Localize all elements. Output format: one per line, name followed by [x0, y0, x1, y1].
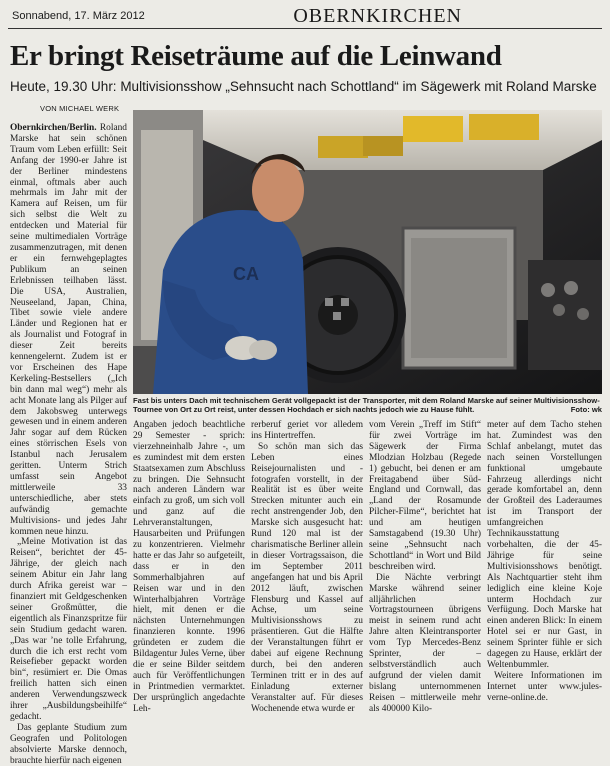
- paragraph: So schön man sich das Leben eines Reisejournalisten und -fotografen vorstellt, in der Realität ist es über weite Strecken mitunter auch ein recht anstrengender Job, den Marske sich ausgesucht hat: Rund 120 mal ist der charismatische Berliner allein in dieser Vortragssaison, die im September 2011 angefangen hat und bis April 2012 läuft, zwischen Flensburg und Kassel auf Achse, um seine Multivisionsshows zu präsentieren. Gut die Hälfte der Veranstaltungen führt er dabei auf eigene Rechnung durch, bei den anderen Terminen tritt er in des auf Einladung externer Veranstalter auf. Für dieses Wochenende etwa wurde er: [251, 441, 363, 714]
- article-column-2: [133, 420, 245, 714]
- paragraph: Das geplante Studium zum Geografen und Politologen absolvierte Marske dennoch, brauchte hierfür nach eigenen: [10, 722, 127, 766]
- paragraph: Die Nächte verbringt Marske während seiner alljährlichen Vortragstourneen übrigens meist in seinem rund acht Jahre alten Kleintransporter vom Typ Mercedes-Benz Sprinter, der – selbstverständlich auch aufgrund der vielen damit bislang unternommenen Reisen – mittlerweile mehr als 400000 Kilo-: [369, 572, 481, 714]
- article-headline: Er bringt Reiseträume auf die Leinwand: [10, 40, 502, 72]
- paragraph: Angaben jedoch beachtliche 29 Semester - sprich: vierzehneinhalb Jahre -, um es zumindest mit dem ersten Staatsexamen zum Abschluss zu bringen. Die Sehnsucht nach anderen Ländern war einfach zu groß, um sich voll und ganz auf die Lehrveranstaltungen, Hausarbeiten und Prüfungen zu konzentrieren. Vielmehr hatte er das Jahr so aufgeteilt, dass er in den Sommerhalbjahren auf Reisen war und in den Winterhalbjahren Vorträge hielt, mit denen er die nächsten Unternehmungen finanzieren konnte. 1996 gründeten er zudem die Bildagentur Jules Verne, über die er seine Bilder seitdem auch für Veröffentlichungen in Printmedien vermarktet. Der ursprünglich angedachte Leh-: [133, 420, 245, 714]
- article-column-4: [369, 420, 481, 714]
- article-column-1: [10, 123, 127, 766]
- dateline: Obernkirchen/Berlin.: [10, 123, 97, 133]
- paragraph-text: Roland Marske hat sein schönen Traum vom Leben erfüllt: Seit Anfang der 1990-er Jahre ist der Berliner mindestens einmal, oftmals aber auch mehrmals im Jahr mit der Kamera auf Reisen, um für sich selbst die Welt zu entdecken und Material für seine multimedialen Vorträge zusammenzutragen, mit denen er ein fernwehgeplagtes Publikum an seinen Erlebnissen teilhaben lässt. Die USA, Australien, Neuseeland, Japan, China, Tibet sowie viele andere Länder und Regionen hat er als Journalist und Fotograf in dieser Zeit bereits kennengelernt. Zudem ist er vor Erscheinen des Hape Kerkeling-Bestsellers („Ich bin dann mal weg“) mehr als acht Monate lang als Pilger auf dem Jakobsweg unterwegs gewesen und in einem anderen Jahr sogar auf dem Rücken eines störrischen Esels von Istanbul nach Jerusalem geritten. Unterm Strich umfasst sein Angebot mittlerweile 33 unterschiedliche, aber stets aufwändig gemachte Multivisions- und jedes Jahr kommen neue hinzu.: [10, 123, 127, 537]
- article-byline: VON MICHAEL WERK: [40, 104, 120, 113]
- issue-date: Sonnabend, 17. März 2012: [12, 10, 145, 22]
- article-column-5: [487, 420, 602, 703]
- article-subheadline: Heute, 19.30 Uhr: Multivisionsshow „Sehnsucht nach Schottland“ im Sägewerk mit Roland Marske: [10, 79, 597, 94]
- photo-credit: Foto: wk: [570, 405, 602, 415]
- paragraph: Weitere Informationen im Internet unter www.jules-verne-online.de.: [487, 670, 602, 703]
- paragraph: rerberuf geriet vor alledem ins Hintertreffen.: [251, 420, 363, 441]
- paragraph: „Meine Motivation ist das Reisen“, berichtet der 45-Jährige, der gleich nach seinem Abitur ein Jahr lang durch Afrika gereist war – finanziert mit Geldgeschenken seiner Großmütter, die eigentlich als Finanzspritze für sein Studium gedacht waren. „Das war ’ne tolle Erfahrung, durch die ich erst recht vom Reisefieber gepackt worden bin“, resümiert er. Die Omas freilich hatten sich einen anderen Verwendungszweck ihrer „Ausbildungsbeihilfe“ gedacht.: [10, 537, 127, 722]
- paragraph: meter auf dem Tacho stehen hat. Zumindest was den Schlaf anbelangt, mutet das nach seinen Vorstellungen funktional umgebaute Fahrzeug allerdings nicht gerade komfortabel an, denn der Großteil des Laderaumes ist im Transport der umfangreichen Technikausstattung vorbehalten, die der 45-Jährige für seine Multivisionsshows benötigt. Als Nachtquartier steht ihm lediglich eine kleine Koje unterm Hochdach zur Verfügung. Doch Marske hat einen anderen Blick: In einem Hotel sei er nur Gast, in seinem Sprinter fühle er sich dagegen zu Hause, erklärt der Weltenbummler.: [487, 420, 602, 670]
- caption-text: Fast bis unters Dach mit technischem Gerät vollgepackt ist der Transporter, mit dem Roland Marske auf seiner Multivisionsshow-Tournee von Ort zu Ort reist, unter dessen Hochdach er sich nachts jedoch wie zu Hause fühlt.: [133, 396, 600, 415]
- paragraph: vom Verein „Treff im Stift“ für zwei Vorträge im Sägewerk der Firma Mlodzian Holzbau (Regede 1) gebucht, bei denen er am Freitagabend über Süd-England und Cornwall, das „Land der Rosamunde Pilcher-Filme“, berichtet hat und am heutigen Samstagabend (19.30 Uhr) seine „Sehnsucht nach Schottland“ in Wort und Bild beschreiben wird.: [369, 420, 481, 572]
- paragraph: [10, 123, 127, 537]
- section-title: OBERNKIRCHEN: [293, 5, 462, 27]
- article-column-3: [251, 420, 363, 714]
- photo-van-interior: [133, 110, 602, 394]
- page-header: [8, 4, 602, 29]
- article-photo: [133, 110, 602, 394]
- photo-caption: [133, 396, 602, 415]
- svg-text:CA: CA: [233, 264, 259, 284]
